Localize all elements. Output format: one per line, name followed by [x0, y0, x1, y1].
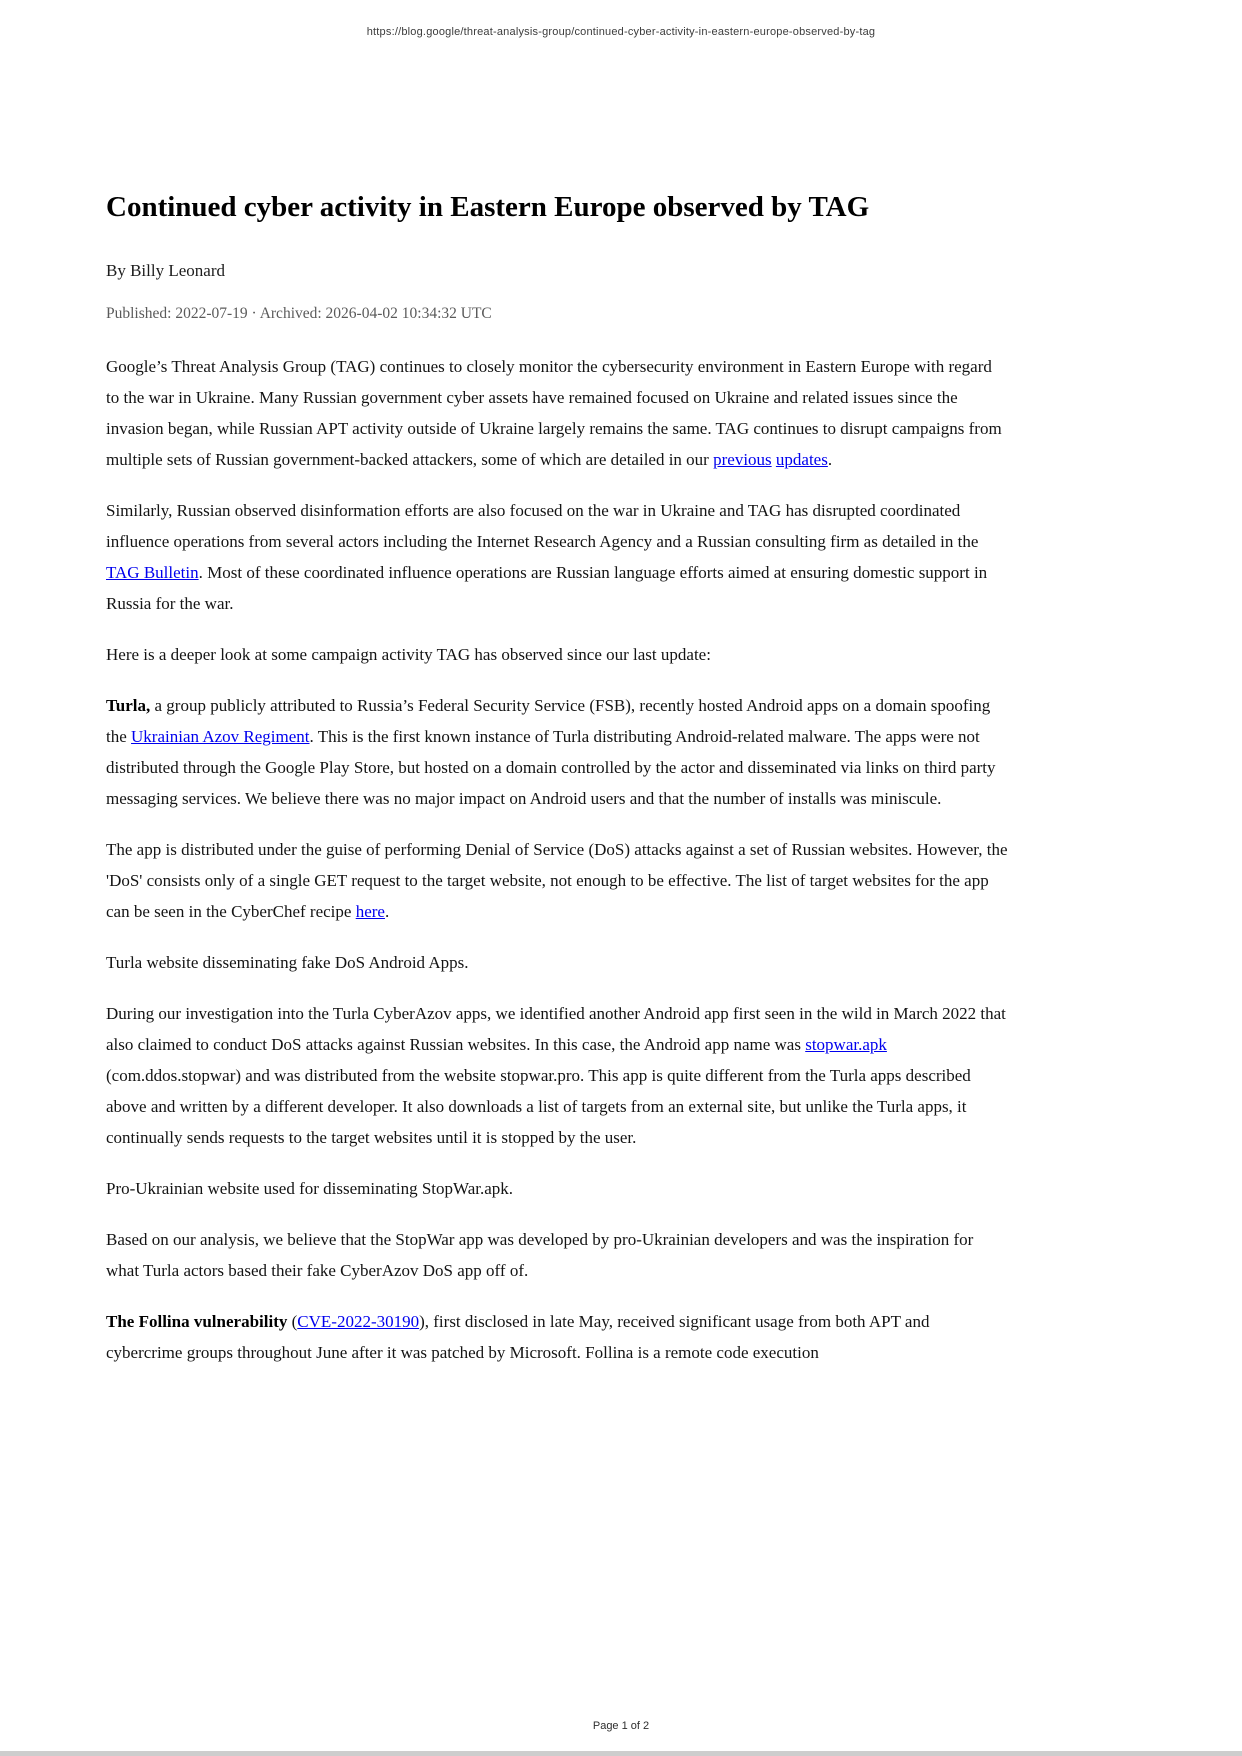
text-run: . Most of these coordinated influence operations are Russian language efforts aimed at ensuring domestic support in Russia for the war. [106, 562, 988, 613]
text-run: (com.ddos.stopwar) and was distributed from the website stopwar.pro. This app is quite different from the Turla apps described above and written by a different developer. It also downloads a list of targets from an external site, but unlike the Turla apps, it continually sends requests to the target websites until it is stopped by the user. [106, 1065, 971, 1147]
article-paragraphs [106, 351, 1008, 1368]
published-meta: Published: 2022-07-19 · Archived: 2026-04-02 10:34:32 UTC [106, 304, 492, 322]
paragraph [106, 639, 1008, 670]
text-run: The app is distributed under the guise of performing Denial of Service (DoS) attacks against a set of Russian websites. However, the 'DoS' consists only of a single GET request to the target website, not enough to be effective. The list of target websites for the app can be seen in the CyberChef recipe [106, 839, 1008, 921]
paragraph [106, 998, 1008, 1153]
bold-turla: Turla, [106, 695, 151, 715]
paragraph [106, 351, 1008, 475]
page-break-divider [0, 1751, 1242, 1756]
link-cve-2022-30190[interactable]: CVE-2022-30190 [297, 1311, 420, 1331]
paragraph [106, 834, 1008, 927]
text-run: Google’s Threat Analysis Group (TAG) continues to closely monitor the cybersecurity environment in Eastern Europe with regard to the war in Ukraine. Many Russian government cyber assets have remained focused on Ukraine and related issues since the invasion began, while Russian APT activity outside of Ukraine largely remains the same. TAG continues to disrupt campaigns from multiple sets of Russian government-backed attackers, some of which are detailed in our [106, 356, 1002, 469]
paragraph [106, 1173, 1008, 1204]
text-run: ), first disclosed in late May, received significant usage from both APT and cybercrime groups throughout June after it was patched by Microsoft. Follina is a remote code execution [106, 1311, 930, 1362]
page-title: Continued cyber activity in Eastern Europe observed by TAG [106, 191, 870, 223]
link-previous[interactable]: previous [713, 449, 772, 469]
byline: By Billy Leonard [106, 260, 225, 280]
text-run: Based on our analysis, we believe that the StopWar app was developed by pro-Ukrainian developers and was the inspiration for what Turla actors based their fake CyberAzov DoS app off of. [106, 1229, 974, 1280]
link-updates[interactable]: updates [775, 449, 828, 469]
text-run: Here is a deeper look at some campaign activity TAG has observed since our last update: [106, 644, 711, 664]
paragraph [106, 1306, 1008, 1368]
link-ukrainian-azov-regiment[interactable]: Ukrainian Azov Regiment [131, 726, 310, 746]
text-run: Similarly, Russian observed disinformation efforts are also focused on the war in Ukraine and TAG has disrupted coordinated influence operations from several actors including the Internet Research Agency and a Russian consulting firm as detailed in the [106, 500, 979, 551]
text-run: ( [287, 1311, 298, 1331]
text-run: During our investigation into the Turla CyberAzov apps, we identified another Android app first seen in the wild in March 2022 that also claimed to conduct DoS attacks against Russian websites. In this case, the Android app name was [106, 1003, 1006, 1054]
paragraph [106, 1224, 1008, 1286]
text-run: Turla website disseminating fake DoS Android Apps. [106, 952, 469, 972]
link-here[interactable]: here [355, 901, 385, 921]
text-run: . This is the first known instance of Turla distributing Android-related malware. The apps were not distributed through the Google Play Store, but hosted on a domain controlled by the actor and disseminated via links on third party messaging services. We believe there was no major impact on Android users and that the number of installs was miniscule. [106, 726, 996, 808]
text-run: . [827, 449, 833, 469]
archive-url: https://blog.google/threat-analysis-group/continued-cyber-activity-in-eastern-europe-observed-by-tag [366, 26, 876, 38]
article [106, 190, 1008, 1388]
paragraph [106, 947, 1008, 978]
text-run: a group publicly attributed to Russia’s Federal Security Service (FSB), recently hosted Android apps on a domain spoofing the [106, 695, 991, 746]
paragraph [106, 690, 1008, 814]
text-run: . [384, 901, 390, 921]
page-number: Page 1 of 2 [592, 1720, 650, 1732]
paragraph [106, 495, 1008, 619]
link-stopwar-apk[interactable]: stopwar.apk [805, 1034, 887, 1054]
text-run: Pro-Ukrainian website used for disseminating StopWar.apk. [106, 1178, 514, 1198]
link-tag-bulletin[interactable]: TAG Bulletin [106, 562, 199, 582]
bold-the-follina-vulnerability: The Follina vulnerability [106, 1311, 288, 1331]
